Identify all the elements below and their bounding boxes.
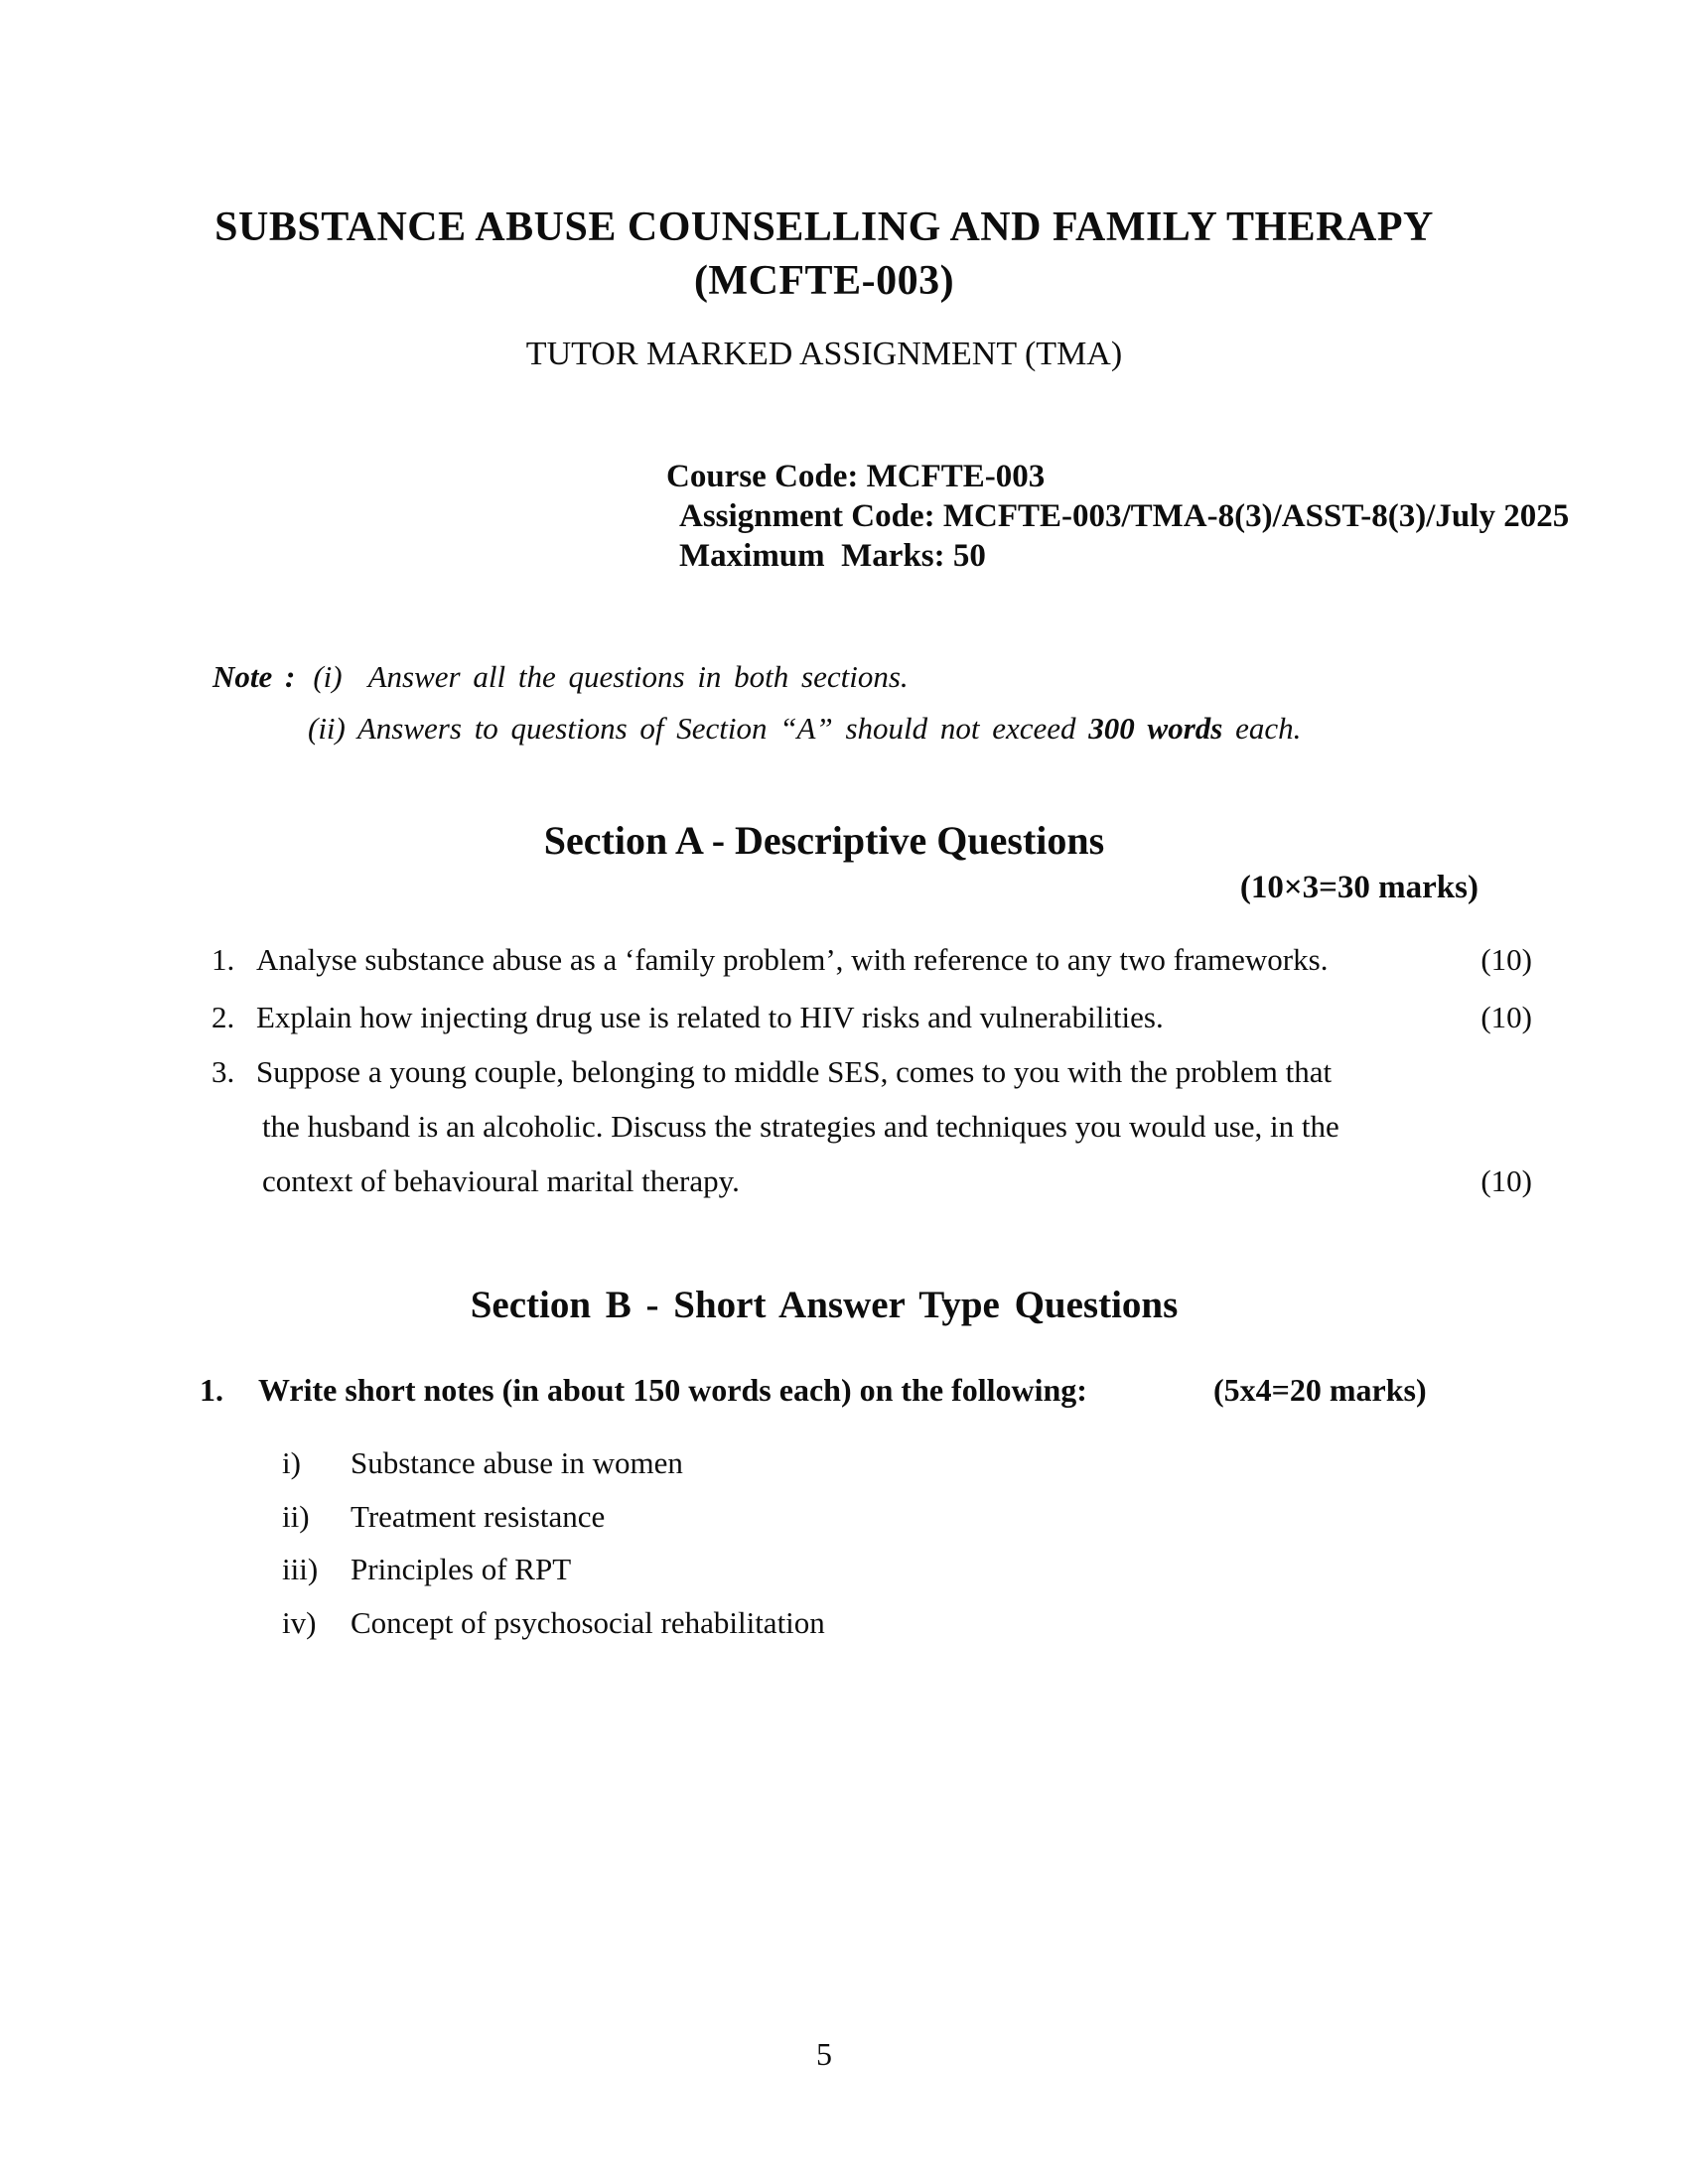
section-b-question-1-marks: (5x4=20 marks) <box>1213 1372 1427 1408</box>
note-item-1-text: Answer all the questions in both sections. <box>367 659 909 694</box>
course-info-block <box>666 457 1569 576</box>
question-1 <box>211 941 1328 979</box>
section-a-marks-note: (10×3=30 marks) <box>1239 870 1478 905</box>
shortnote-item-2-text: Treatment resistance <box>351 1499 606 1534</box>
question-3-marks: (10) <box>1480 1163 1532 1198</box>
question-2-text: Explain how injecting drug use is related to HIV risks and vulnerabilities. <box>256 1000 1164 1034</box>
shortnote-item-2-marker: ii) <box>282 1499 310 1534</box>
section-b-question-1 <box>200 1371 1427 1409</box>
shortnote-item-3-text: Principles of RPT <box>351 1552 572 1586</box>
shortnote-item-4-text: Concept of psychosocial rehabilitation <box>351 1605 825 1640</box>
note-item-2-marker: (ii) <box>308 711 346 746</box>
section-b-question-1-number: 1. <box>200 1372 223 1408</box>
question-1-number: 1. <box>211 942 235 977</box>
shortnote-item-2 <box>282 1498 605 1536</box>
note-item-2-text-before: Answers to questions of Section “A” should not exceed <box>356 711 1076 746</box>
section-b-heading: Section B - Short Answer Type Questions <box>470 1284 1179 1326</box>
document-subtitle: TUTOR MARKED ASSIGNMENT (TMA) <box>525 336 1123 372</box>
shortnote-item-1-marker: i) <box>282 1445 301 1480</box>
note-line-2 <box>308 711 1301 747</box>
shortnote-item-1-text: Substance abuse in women <box>351 1445 683 1480</box>
shortnote-item-4 <box>282 1604 825 1642</box>
note-label: Note : <box>212 659 296 694</box>
shortnote-item-1 <box>282 1444 683 1482</box>
note-item-1-marker: (i) <box>313 659 343 694</box>
question-2-number: 2. <box>211 1000 235 1034</box>
course-code: Course Code: MCFTE-003 <box>666 459 1046 494</box>
question-1-marks: (10) <box>1480 942 1532 977</box>
question-1-text: Analyse substance abuse as a ‘family problem’, with reference to any two frameworks. <box>256 942 1329 977</box>
note-item-2-text-after: each. <box>1235 711 1302 746</box>
question-3-number: 3. <box>211 1054 235 1089</box>
document-title <box>129 201 1519 308</box>
section-b-question-1-text: Write short notes (in about 150 words each) on the following: <box>258 1372 1087 1408</box>
question-2-marks: (10) <box>1480 1000 1532 1034</box>
assignment-code: Assignment Code: MCFTE-003/TMA-8(3)/ASST-8(3)/July 2025 <box>679 498 1570 534</box>
shortnote-item-3-marker: iii) <box>282 1552 319 1586</box>
note-item-2-bold-text: 300 words <box>1088 711 1223 746</box>
question-3-line-2: the husband is an alcoholic. Discuss the strategies and techniques you would use, in the <box>262 1109 1339 1144</box>
title-line-1: SUBSTANCE ABUSE COUNSELLING AND FAMILY THERAPY <box>214 205 1434 250</box>
question-3-line-1 <box>211 1053 1332 1091</box>
shortnote-item-4-marker: iv) <box>282 1605 317 1640</box>
question-3-line-3: context of behavioural marital therapy. <box>262 1163 740 1198</box>
note-line-1 <box>212 659 909 695</box>
shortnote-item-3 <box>282 1551 571 1588</box>
page-number: 5 <box>816 2036 832 2072</box>
question-2 <box>211 999 1164 1036</box>
title-line-2: (MCFTE-003) <box>693 258 955 304</box>
maximum-marks: Maximum Marks: 50 <box>679 538 986 574</box>
question-3-text-line-1: Suppose a young couple, belonging to middle SES, comes to you with the problem that <box>256 1054 1333 1089</box>
section-a-heading: Section A - Descriptive Questions <box>543 818 1105 863</box>
